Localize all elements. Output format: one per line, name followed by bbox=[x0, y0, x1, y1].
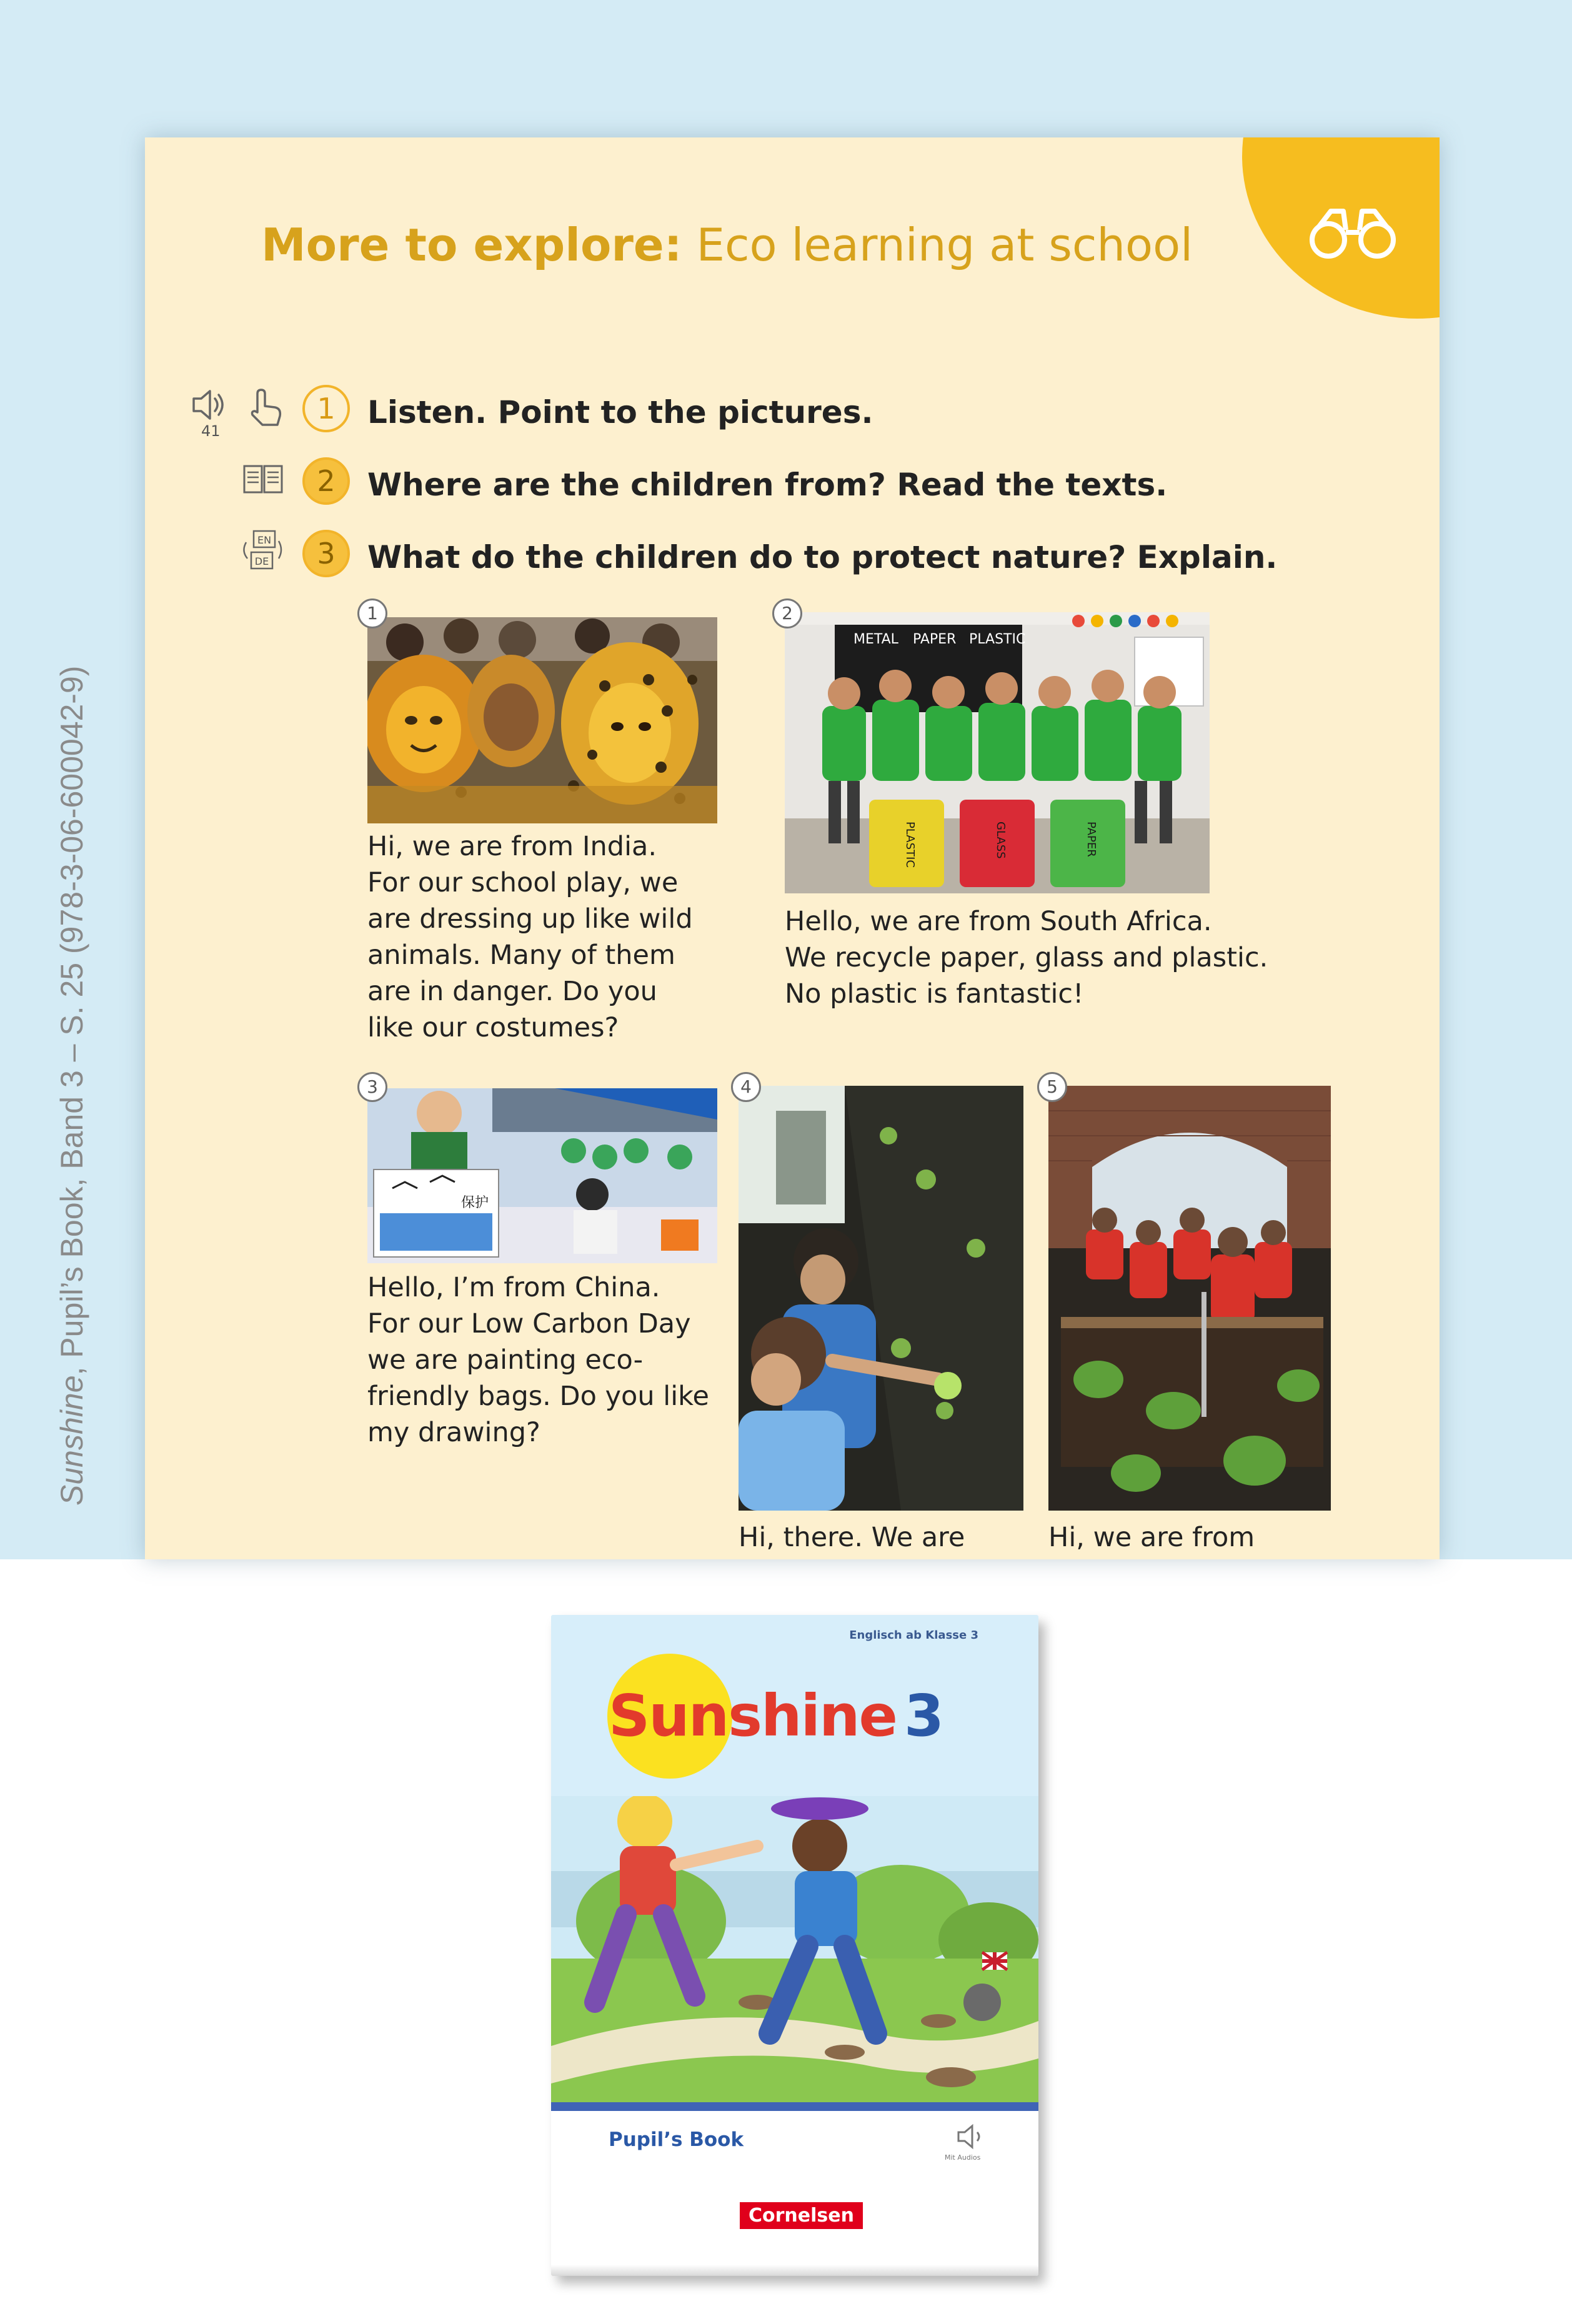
photo-4-number: 4 bbox=[731, 1072, 761, 1102]
side-caption bbox=[50, 569, 94, 1506]
caption-line: like our costumes? bbox=[367, 1012, 619, 1043]
photo-children-vertical-garden bbox=[739, 1086, 1023, 1511]
cover-title bbox=[609, 1682, 943, 1749]
cover-audio-note: Mit Audios bbox=[945, 2153, 981, 2162]
page-title bbox=[261, 219, 1193, 271]
task-1-number: 1 bbox=[302, 385, 350, 432]
lang-tag-de: DE bbox=[254, 555, 269, 567]
book-page bbox=[145, 137, 1440, 1559]
caption-line: Hi, we are from bbox=[1048, 1522, 1255, 1553]
photo-2-number: 2 bbox=[772, 598, 802, 628]
cover-publisher-logo: Cornelsen bbox=[740, 2202, 863, 2229]
series-name: Sunshine bbox=[54, 1375, 89, 1506]
caption-line: For our Low Carbon Day bbox=[367, 1308, 691, 1339]
task-1-text: Listen. Point to the pictures. bbox=[367, 394, 873, 430]
photo-3-number: 3 bbox=[357, 1072, 387, 1102]
translate-en-de-icon bbox=[239, 530, 285, 571]
cover-title-word: Sunshine bbox=[609, 1682, 897, 1749]
caption-line: we are painting eco- bbox=[367, 1344, 644, 1376]
bin-plastic: PLASTIC bbox=[903, 822, 917, 868]
sign-paper: PAPER bbox=[913, 632, 957, 647]
caption-south-africa bbox=[785, 903, 1268, 1012]
task-2-number: 2 bbox=[302, 457, 350, 505]
caption-line: For our school play, we bbox=[367, 867, 679, 898]
open-book-icon bbox=[242, 464, 284, 495]
sign-plastic: PLASTIC bbox=[969, 632, 1026, 647]
cover-illustration bbox=[551, 1796, 1038, 2102]
caption-photo-5 bbox=[1048, 1519, 1255, 1556]
drawing-chinese-text: 保护 bbox=[461, 1195, 489, 1211]
cover-stripe bbox=[551, 2102, 1038, 2111]
title-rest: Eco learning at school bbox=[696, 219, 1193, 271]
book-cover[interactable] bbox=[551, 1615, 1038, 2276]
cover-audio-icon bbox=[952, 2121, 990, 2152]
photo-india-children-costumes bbox=[367, 617, 717, 823]
caption-line: animals. Many of them bbox=[367, 940, 675, 971]
caption-line: friendly bags. Do you like bbox=[367, 1381, 709, 1412]
audio-speaker-icon[interactable] bbox=[190, 387, 229, 422]
photo-south-africa-recycling bbox=[785, 612, 1210, 893]
caption-china bbox=[367, 1269, 709, 1451]
cover-subtitle: Englisch ab Klasse 3 bbox=[849, 1629, 978, 1642]
binoculars-icon bbox=[1306, 205, 1400, 261]
bin-paper: PAPER bbox=[1085, 822, 1098, 857]
caption-line: We recycle paper, glass and plastic. bbox=[785, 942, 1268, 973]
pointing-hand-icon bbox=[246, 387, 285, 429]
caption-line: are dressing up like wild bbox=[367, 903, 693, 935]
caption-line: Hello, we are from South Africa. bbox=[785, 906, 1212, 937]
caption-line: Hi, we are from India. bbox=[367, 831, 657, 862]
cover-product-label: Pupil’s Book bbox=[609, 2128, 744, 2151]
photo-5-number: 5 bbox=[1037, 1072, 1067, 1102]
photo-1-number: 1 bbox=[357, 598, 387, 628]
bin-glass: GLASS bbox=[994, 822, 1007, 859]
cover-title-number: 3 bbox=[903, 1682, 943, 1749]
caption-line: No plastic is fantastic! bbox=[785, 978, 1084, 1010]
photo-china-painting-bags bbox=[367, 1088, 717, 1263]
task-2-text: Where are the children from? Read the texts. bbox=[367, 467, 1168, 503]
caption-line: Hello, I’m from China. bbox=[367, 1272, 660, 1303]
photo-children-gardening bbox=[1048, 1086, 1331, 1511]
caption-line: Hi, there. We are bbox=[739, 1522, 965, 1553]
task-3-number: 3 bbox=[302, 530, 350, 577]
caption-photo-4 bbox=[739, 1519, 965, 1556]
caption-line: are in danger. Do you bbox=[367, 976, 657, 1007]
title-bold: More to explore: bbox=[261, 219, 682, 271]
cover-edge bbox=[551, 2265, 1038, 2276]
task-3-text: What do the children do to protect nature? Explain. bbox=[367, 539, 1278, 575]
edition-details: , Pupil’s Book, Band 3 – S. 25 (978-3-06-600042-9) bbox=[54, 665, 89, 1376]
audio-track-number: 41 bbox=[201, 422, 221, 440]
sign-metal: METAL bbox=[853, 632, 898, 647]
caption-india bbox=[367, 828, 693, 1046]
lang-tag-en: EN bbox=[257, 534, 272, 546]
caption-line: my drawing? bbox=[367, 1417, 540, 1448]
